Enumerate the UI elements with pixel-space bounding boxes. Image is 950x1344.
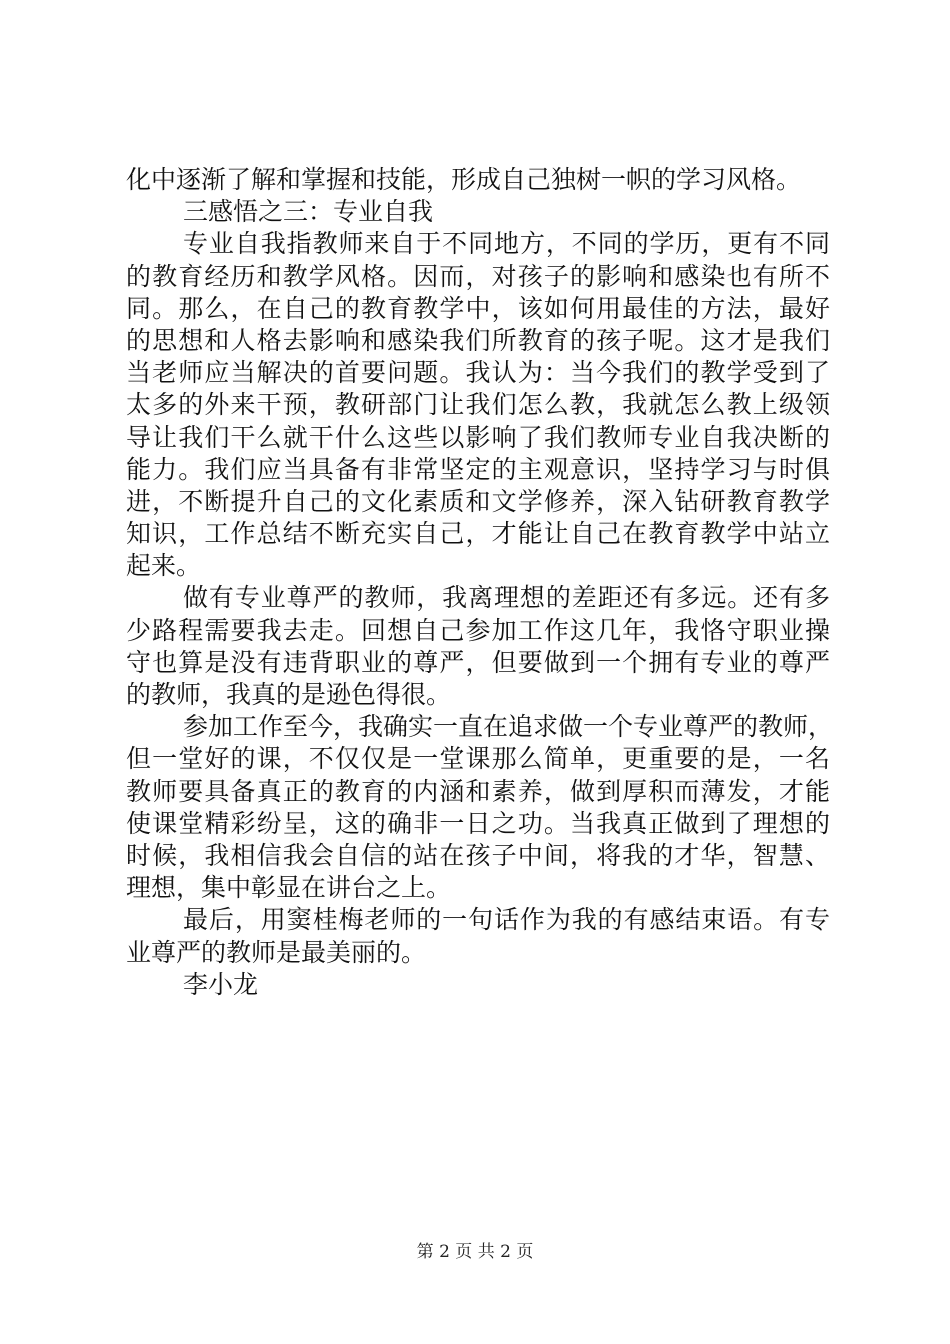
text-line: 导让我们干么就干什么这些以影响了我们教师专业自我决断的 <box>126 422 830 452</box>
text-line: 太多的外来干预，教研部门让我们怎么教，我就怎么教上级领 <box>126 390 830 420</box>
text-line: 知识，工作总结不断充实自己，才能让自己在教育教学中站立 <box>126 519 830 549</box>
text-line: 能力。我们应当具备有非常坚定的主观意识，坚持学习与时俱 <box>126 454 830 484</box>
text-line: 最后，用窦桂梅老师的一句话作为我的有感结束语。有专 <box>183 905 830 935</box>
text-line: 理想，集中彰显在讲台之上。 <box>126 873 452 903</box>
text-line: 李小龙 <box>183 969 259 999</box>
text-line: 专业自我指教师来自于不同地方，不同的学历，更有不同 <box>183 229 830 259</box>
text-line: 的思想和人格去影响和感染我们所教育的孩子呢。这才是我们 <box>126 325 830 355</box>
text-line: 化中逐渐了解和掌握和技能，形成自己独树一帜的学习风格。 <box>126 165 802 194</box>
text-line: 三感悟之三：专业自我 <box>183 197 434 227</box>
text-line: 同。那么，在自己的教育教学中，该如何用最佳的方法，最好 <box>126 293 830 323</box>
text-line: 的教师，我真的是逊色得很。 <box>126 680 452 709</box>
text-line: 时候，我相信我会自信的站在孩子中间，将我的才华，智慧、 <box>126 840 830 870</box>
text-line: 做有专业尊严的教师，我离理想的差距还有多远。还有多 <box>183 583 830 613</box>
text-line: 使课堂精彩纷呈，这的确非一日之功。当我真正做到了理想的 <box>126 808 830 838</box>
text-line: 起来。 <box>126 551 202 581</box>
document-body <box>126 164 834 1001</box>
text-line: 教师要具备真正的教育的内涵和素养，做到厚积而薄发，才能 <box>126 776 830 806</box>
text-line: 当老师应当解决的首要问题。我认为：当今我们的教学受到了 <box>126 358 830 388</box>
text-line: 少路程需要我去走。回想自己参加工作这几年，我恪守职业操 <box>126 615 830 645</box>
page-footer: 第 2 页 共 2 页 <box>416 1242 534 1262</box>
text-line: 守也算是没有违背职业的尊严，但要做到一个拥有专业的尊严 <box>126 647 830 677</box>
text-line: 的教育经历和教学风格。因而，对孩子的影响和感染也有所不 <box>126 261 830 291</box>
text-line: 进，不断提升自己的文化素质和文学修养，深入钻研教育教学 <box>126 486 830 516</box>
text-line: 但一堂好的课，不仅仅是一堂课那么简单，更重要的是，一名 <box>126 744 830 774</box>
text-line: 参加工作至今，我确实一直在追求做一个专业尊严的教师， <box>183 712 834 742</box>
text-line: 业尊严的教师是最美丽的。 <box>126 937 427 967</box>
